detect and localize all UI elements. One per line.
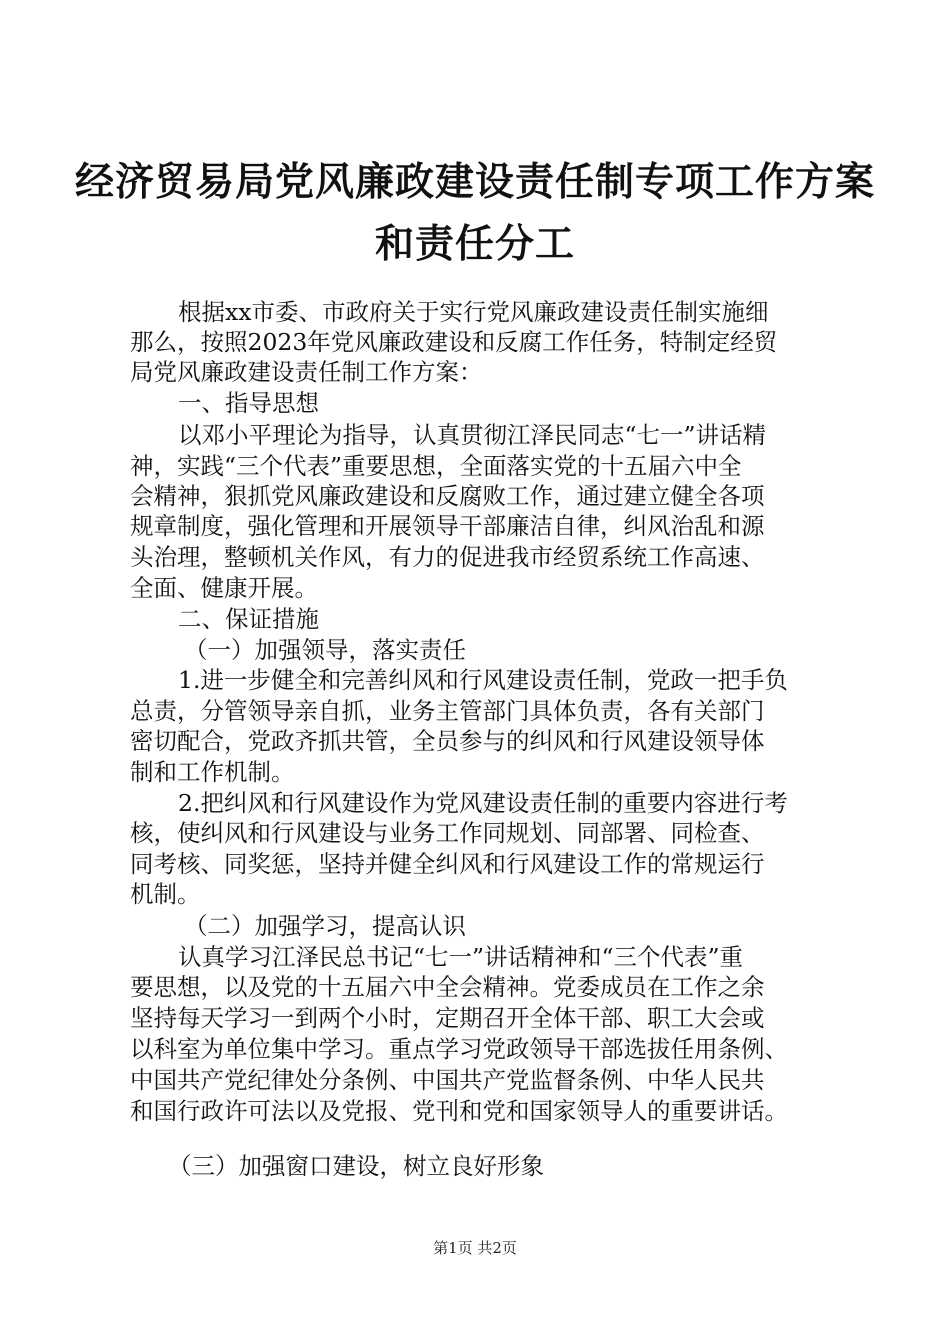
body-line: 认真学习江泽民总书记“七一”讲话精神和“三个代表”重 bbox=[178, 943, 744, 971]
body-line: 神，实践“三个代表”重要思想，全面落实党的十五届六中全 bbox=[130, 452, 742, 480]
body-line: 规章制度，强化管理和开展领导干部廉洁自律，纠风治乱和源 bbox=[130, 512, 765, 540]
document-title-line-1: 经济贸易局党风廉政建设责任制专项工作方案 bbox=[74, 159, 875, 205]
body-line: 核，使纠风和行风建设与业务工作同规划、同部署、同检查、 bbox=[130, 819, 765, 847]
subsection-heading: （二）加强学习，提高认识 bbox=[184, 912, 466, 940]
body-line: 同考核、同奖惩，坚持并健全纠风和行风建设工作的常规运行 bbox=[130, 850, 765, 878]
body-line: 头治理，整顿机关作风，有力的促进我市经贸系统工作高速、 bbox=[130, 543, 765, 571]
body-line: 根据xx市委、市政府关于实行党风廉政建设责任制实施细 bbox=[178, 298, 769, 326]
body-line: 会精神，狠抓党风廉政建设和反腐败工作，通过建立健全各项 bbox=[130, 482, 765, 510]
body-line: 制和工作机制。 bbox=[130, 758, 295, 786]
body-line: 2.把纠风和行风建设作为党风建设责任制的重要内容进行考 bbox=[178, 789, 788, 817]
body-line: 全面、健康开展。 bbox=[130, 574, 318, 602]
body-line: 以科室为单位集中学习。重点学习党政领导干部选拔任用条例、 bbox=[130, 1035, 788, 1063]
body-line: 密切配合，党政齐抓共管，全员参与的纠风和行风建设领导体 bbox=[130, 727, 765, 755]
body-line: 那么，按照2023年党风廉政建设和反腐工作任务，特制定经贸 bbox=[130, 328, 778, 356]
body-line: 总责，分管领导亲自抓，业务主管部门具体负责，各有关部门 bbox=[130, 697, 765, 725]
body-line: 和国行政许可法以及党报、党刊和党和国家领导人的重要讲话。 bbox=[130, 1097, 788, 1125]
body-line: 坚持每天学习一到两个小时，定期召开全体干部、职工大会或 bbox=[130, 1004, 765, 1032]
body-line: 要思想，以及党的十五届六中全会精神。党委成员在工作之余 bbox=[130, 973, 765, 1001]
page-footer: 第1页 共2页 bbox=[433, 1239, 517, 1257]
body-line: 1.进一步健全和完善纠风和行风建设责任制，党政一把手负 bbox=[178, 666, 788, 694]
body-line: 局党风廉政建设责任制工作方案： bbox=[130, 358, 483, 386]
section-heading: 二、保证措施 bbox=[178, 605, 319, 633]
body-line: 机制。 bbox=[130, 880, 201, 908]
body-line: 中国共产党纪律处分条例、中国共产党监督条例、中华人民共 bbox=[130, 1066, 765, 1094]
body-line: 以邓小平理论为指导，认真贯彻江泽民同志“七一”讲话精 bbox=[178, 421, 767, 449]
subsection-heading: （一）加强领导，落实责任 bbox=[184, 636, 466, 664]
document-title-line-2: 和责任分工 bbox=[374, 221, 575, 267]
subsection-heading: （三）加强窗口建设，树立良好形象 bbox=[168, 1152, 544, 1180]
section-heading: 一、指导思想 bbox=[178, 389, 319, 417]
